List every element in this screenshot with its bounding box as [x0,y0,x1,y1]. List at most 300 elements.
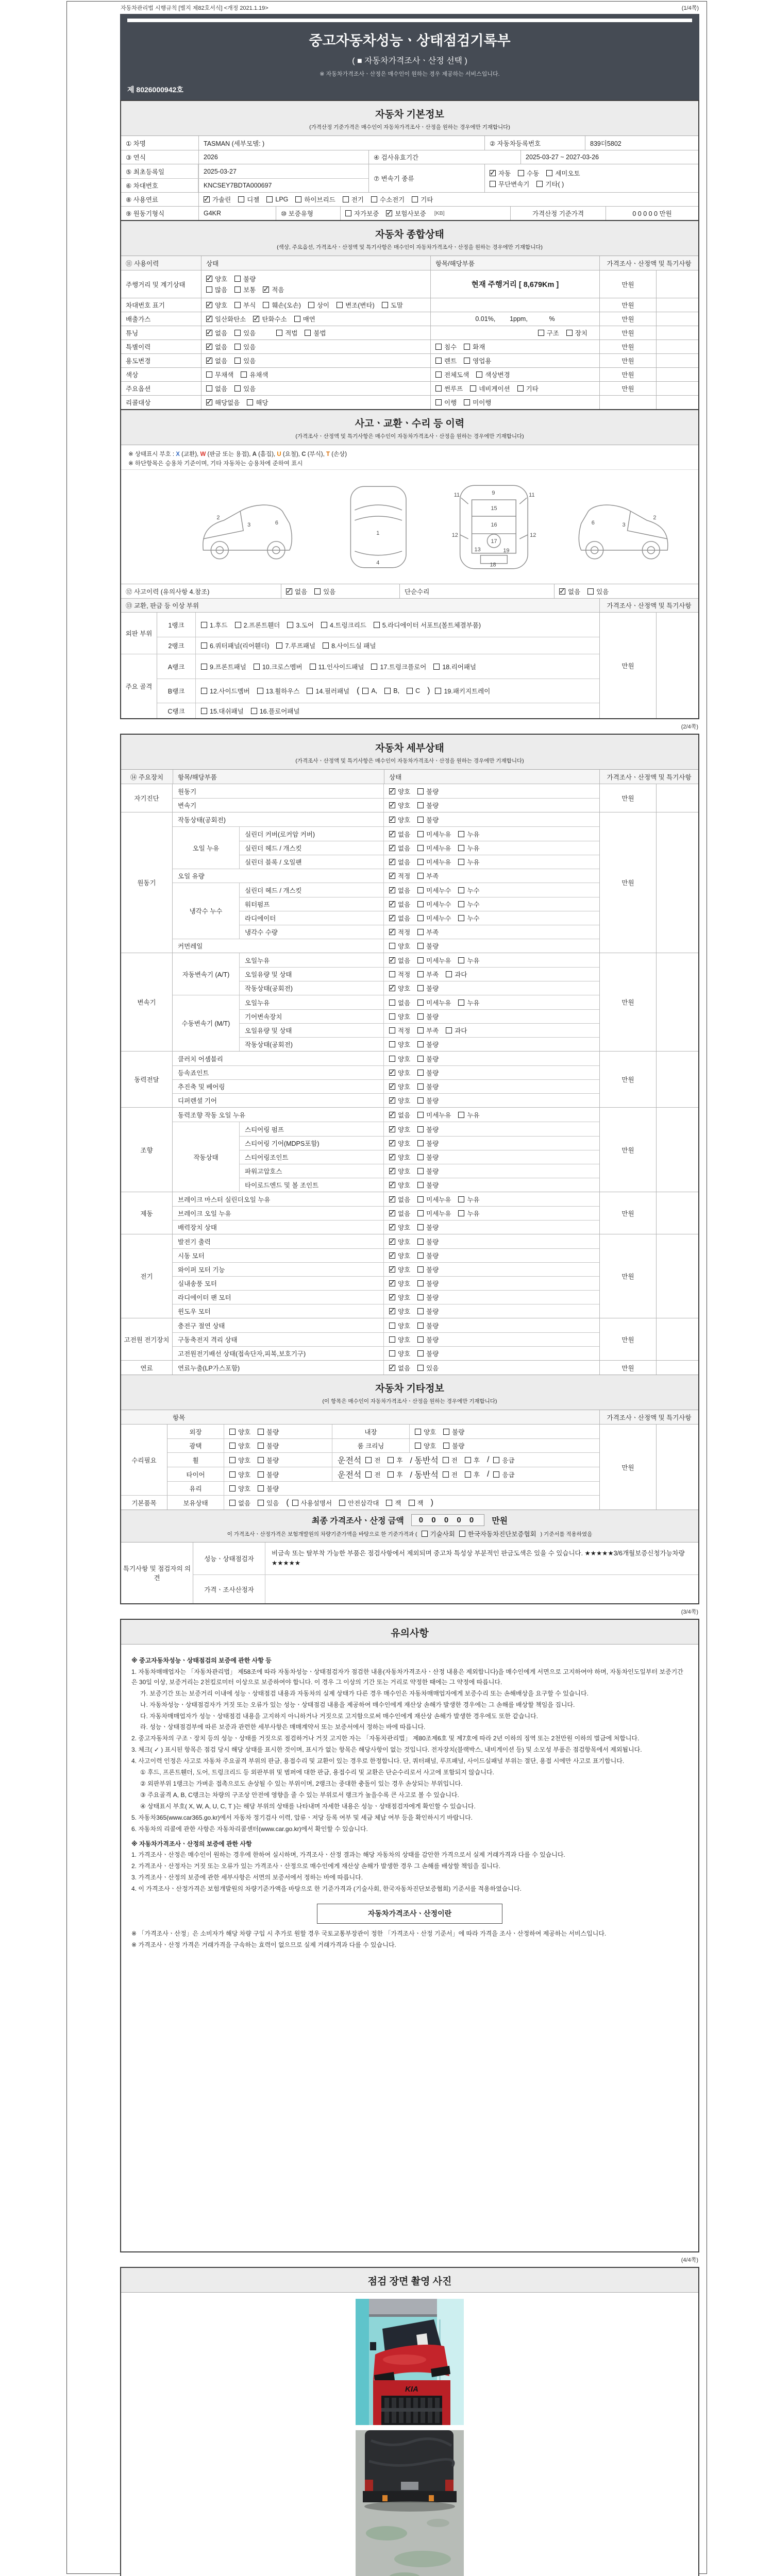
unchecked-checkbox-icon[interactable] [206,371,212,378]
unchecked-checkbox-icon[interactable] [446,1027,452,1033]
checkbox-option[interactable] [305,328,326,337]
checkbox-option[interactable] [276,328,297,337]
checkbox-option[interactable] [389,1096,410,1105]
checked-checkbox-icon[interactable] [206,399,212,405]
checkbox-option[interactable] [389,998,410,1007]
unchecked-checkbox-icon[interactable] [412,196,418,202]
checkbox-option[interactable] [458,1110,479,1120]
checkbox-option[interactable] [345,209,379,218]
unchecked-checkbox-icon[interactable] [251,708,257,714]
unchecked-checkbox-icon[interactable] [458,1112,464,1118]
unchecked-checkbox-icon[interactable] [417,845,424,851]
checkbox-option[interactable] [234,274,256,283]
checkbox-option[interactable] [234,300,256,310]
checkbox-option[interactable] [417,1251,439,1260]
unchecked-checkbox-icon[interactable] [415,1443,421,1449]
checkbox-option[interactable] [470,384,510,393]
checkbox-option[interactable] [417,1223,439,1232]
unchecked-checkbox-icon[interactable] [294,316,300,322]
checkbox-option[interactable] [443,1427,464,1436]
unchecked-checkbox-icon[interactable] [307,688,313,694]
checkbox-option[interactable] [258,1484,279,1493]
checkbox-option[interactable] [206,314,246,324]
unchecked-checkbox-icon[interactable] [417,1070,424,1076]
unchecked-checkbox-icon[interactable] [389,971,395,977]
checked-checkbox-icon[interactable] [206,316,212,322]
unchecked-checkbox-icon[interactable] [388,1457,394,1463]
checkbox-option[interactable] [476,370,510,379]
unchecked-checkbox-icon[interactable] [417,915,424,921]
checkbox-option[interactable] [458,886,479,895]
checkbox-option[interactable] [389,829,410,839]
checkbox-option[interactable] [343,195,364,204]
unchecked-checkbox-icon[interactable] [345,210,351,216]
unchecked-checkbox-icon[interactable] [417,1013,424,1020]
checkbox-option[interactable] [263,300,301,310]
checked-checkbox-icon[interactable] [263,286,269,293]
checkbox-option[interactable] [417,1209,451,1218]
checkbox-option[interactable] [229,1441,250,1450]
checked-checkbox-icon[interactable] [204,196,210,202]
unchecked-checkbox-icon[interactable] [458,915,464,921]
checkbox-option[interactable] [321,620,366,630]
unchecked-checkbox-icon[interactable] [386,1500,392,1506]
unchecked-checkbox-icon[interactable] [435,344,442,350]
unchecked-checkbox-icon[interactable] [435,358,442,364]
checkbox-option[interactable] [389,1279,410,1288]
checkbox-option[interactable] [458,913,479,923]
unchecked-checkbox-icon[interactable] [417,1027,424,1033]
unchecked-checkbox-icon[interactable] [417,1196,424,1202]
checkbox-option[interactable] [389,1195,410,1204]
checkbox-option[interactable] [417,1180,439,1190]
checkbox-option[interactable] [458,857,479,867]
checkbox-option[interactable] [201,706,244,716]
unchecked-checkbox-icon[interactable] [337,302,343,308]
checkbox-option[interactable] [517,384,539,393]
checkbox-option[interactable] [201,662,246,671]
checked-checkbox-icon[interactable] [389,1070,395,1076]
unchecked-checkbox-icon[interactable] [365,1471,372,1478]
checkbox-option[interactable] [257,686,300,696]
checkbox-option[interactable] [435,370,469,379]
checkbox-option[interactable] [435,384,463,393]
checkbox-option[interactable] [229,1455,250,1465]
checkbox-option[interactable] [417,913,451,923]
checkbox-option[interactable] [389,1153,410,1162]
checkbox-option[interactable] [389,941,410,951]
checkbox-option[interactable] [308,300,329,310]
checkbox-option[interactable] [382,300,403,310]
checkbox-option[interactable] [389,787,410,796]
checked-checkbox-icon[interactable] [389,1097,395,1104]
unchecked-checkbox-icon[interactable] [371,196,377,202]
unchecked-checkbox-icon[interactable] [235,622,241,628]
checked-checkbox-icon[interactable] [389,873,395,879]
checkbox-option[interactable] [465,1455,480,1465]
checkbox-option[interactable] [206,356,227,365]
checkbox-option[interactable] [417,1068,439,1077]
checked-checkbox-icon[interactable] [389,1182,395,1188]
checkbox-option[interactable] [389,1054,410,1063]
checkbox-option[interactable] [417,1195,451,1204]
unchecked-checkbox-icon[interactable] [417,985,424,991]
checked-checkbox-icon[interactable] [389,1308,395,1314]
checkbox-option[interactable] [417,1110,451,1120]
unchecked-checkbox-icon[interactable] [417,1140,424,1146]
checked-checkbox-icon[interactable] [389,1083,395,1090]
checkbox-option[interactable] [389,815,410,824]
unchecked-checkbox-icon[interactable] [314,588,321,595]
checkbox-option[interactable] [443,1441,464,1450]
checkbox-option[interactable] [417,1096,439,1105]
unchecked-checkbox-icon[interactable] [493,1471,499,1478]
unchecked-checkbox-icon[interactable] [417,901,424,907]
checkbox-option[interactable] [417,801,439,810]
unchecked-checkbox-icon[interactable] [238,196,244,202]
checkbox-option[interactable] [323,641,376,650]
unchecked-checkbox-icon[interactable] [443,1457,449,1463]
checkbox-option[interactable] [389,1110,410,1120]
unchecked-checkbox-icon[interactable] [206,385,212,392]
checked-checkbox-icon[interactable] [389,802,395,808]
checkbox-option[interactable] [417,1040,439,1049]
checkbox-option[interactable] [254,662,303,671]
unchecked-checkbox-icon[interactable] [388,1471,394,1478]
checkbox-option[interactable] [417,984,439,993]
checkbox-option[interactable] [365,1455,380,1465]
unchecked-checkbox-icon[interactable] [241,371,247,378]
checkbox-option[interactable] [389,1363,410,1372]
checkbox-option[interactable] [433,662,476,671]
checkbox-option[interactable] [389,1335,410,1344]
checkbox-option[interactable] [417,1363,439,1372]
unchecked-checkbox-icon[interactable] [417,831,424,837]
unchecked-checkbox-icon[interactable] [587,588,594,595]
unchecked-checkbox-icon[interactable] [417,943,424,949]
checkbox-option[interactable] [417,1321,439,1330]
unchecked-checkbox-icon[interactable] [407,688,413,694]
checkbox-option[interactable] [389,900,410,909]
checked-checkbox-icon[interactable] [389,1266,395,1273]
checkbox-option[interactable] [458,998,479,1007]
unchecked-checkbox-icon[interactable] [435,371,442,378]
checkbox-option[interactable] [417,857,451,867]
checkbox-option[interactable] [266,196,288,203]
checkbox-option[interactable] [417,843,451,853]
unchecked-checkbox-icon[interactable] [258,1471,264,1478]
checkbox-option[interactable] [417,829,451,839]
checkbox-option[interactable] [417,1307,439,1316]
checked-checkbox-icon[interactable] [389,1252,395,1259]
checked-checkbox-icon[interactable] [389,859,395,865]
unchecked-checkbox-icon[interactable] [201,622,207,628]
checked-checkbox-icon[interactable] [389,1154,395,1160]
unchecked-checkbox-icon[interactable] [458,859,464,865]
unchecked-checkbox-icon[interactable] [229,1485,236,1492]
checked-checkbox-icon[interactable] [389,915,395,921]
checked-checkbox-icon[interactable] [389,985,395,991]
checked-checkbox-icon[interactable] [389,1365,395,1371]
unchecked-checkbox-icon[interactable] [417,929,424,935]
unchecked-checkbox-icon[interactable] [458,1210,464,1216]
checkbox-option[interactable] [201,686,250,696]
checkbox-option[interactable] [417,1054,439,1063]
checked-checkbox-icon[interactable] [389,1280,395,1286]
checkbox-option[interactable] [490,179,529,189]
unchecked-checkbox-icon[interactable] [417,788,424,794]
unchecked-checkbox-icon[interactable] [371,664,377,670]
unchecked-checkbox-icon[interactable] [417,1350,424,1357]
checkbox-option[interactable] [443,1455,458,1465]
unchecked-checkbox-icon[interactable] [490,181,496,187]
unchecked-checkbox-icon[interactable] [254,664,260,670]
unchecked-checkbox-icon[interactable] [464,358,470,364]
checkbox-option[interactable] [292,1498,332,1507]
checkbox-option[interactable] [201,620,228,630]
checkbox-option[interactable] [389,1082,410,1091]
checkbox-option[interactable] [314,587,335,596]
checkbox-option[interactable] [389,843,410,853]
checkbox-option[interactable] [417,1293,439,1302]
unchecked-checkbox-icon[interactable] [339,1500,345,1506]
unchecked-checkbox-icon[interactable] [234,385,241,392]
checkbox-option[interactable] [234,384,256,393]
unchecked-checkbox-icon[interactable] [229,1471,236,1478]
unchecked-checkbox-icon[interactable] [234,286,241,293]
unchecked-checkbox-icon[interactable] [258,1485,264,1492]
checkbox-option[interactable] [417,1349,439,1358]
unchecked-checkbox-icon[interactable] [417,1126,424,1132]
unchecked-checkbox-icon[interactable] [417,1308,424,1314]
unchecked-checkbox-icon[interactable] [389,1041,395,1047]
checkbox-option[interactable] [389,1321,410,1330]
checkbox-option[interactable] [417,1125,439,1134]
checked-checkbox-icon[interactable] [389,1294,395,1300]
checkbox-option[interactable] [389,970,410,979]
checkbox-option[interactable] [295,195,335,204]
unchecked-checkbox-icon[interactable] [546,170,552,176]
checkbox-option[interactable] [417,1335,439,1344]
unchecked-checkbox-icon[interactable] [206,286,212,293]
unchecked-checkbox-icon[interactable] [417,1154,424,1160]
checkbox-option[interactable] [417,1139,439,1148]
checkbox-option[interactable] [389,1125,410,1134]
checkbox-option[interactable] [389,1307,410,1316]
unchecked-checkbox-icon[interactable] [305,330,311,336]
checkbox-option[interactable] [389,1180,410,1190]
checkbox-option[interactable] [389,1012,410,1021]
checkbox-option[interactable] [412,195,433,204]
unchecked-checkbox-icon[interactable] [229,1457,236,1463]
checkbox-option[interactable] [417,941,439,951]
checkbox-option[interactable] [458,1209,479,1218]
checked-checkbox-icon[interactable] [389,817,395,823]
checkbox-option[interactable] [417,787,439,796]
checked-checkbox-icon[interactable] [286,588,292,595]
checkbox-option[interactable] [384,687,399,694]
checkbox-option[interactable] [389,1139,410,1148]
unchecked-checkbox-icon[interactable] [443,1429,449,1435]
checkbox-option[interactable] [417,1237,439,1246]
unchecked-checkbox-icon[interactable] [389,999,395,1006]
checked-checkbox-icon[interactable] [389,788,395,794]
unchecked-checkbox-icon[interactable] [234,302,241,308]
unchecked-checkbox-icon[interactable] [229,1500,236,1506]
checkbox-option[interactable] [559,587,580,596]
checked-checkbox-icon[interactable] [559,588,565,595]
checkbox-option[interactable] [362,687,377,694]
checkbox-option[interactable] [459,1529,536,1538]
unchecked-checkbox-icon[interactable] [446,971,452,977]
checkbox-option[interactable] [234,356,256,365]
unchecked-checkbox-icon[interactable] [247,399,253,405]
checkbox-option[interactable] [276,641,315,650]
unchecked-checkbox-icon[interactable] [229,1429,236,1435]
checkbox-option[interactable] [339,1498,379,1507]
checkbox-option[interactable] [371,662,426,671]
checkbox-option[interactable] [422,1529,455,1538]
unchecked-checkbox-icon[interactable] [257,688,263,694]
checkbox-option[interactable] [206,398,240,407]
unchecked-checkbox-icon[interactable] [417,1224,424,1230]
unchecked-checkbox-icon[interactable] [287,622,293,628]
checkbox-option[interactable] [417,956,451,965]
checkbox-option[interactable] [389,871,410,880]
checkbox-option[interactable] [389,1223,410,1232]
checkbox-option[interactable] [253,314,287,324]
checkbox-option[interactable] [417,1026,439,1035]
unchecked-checkbox-icon[interactable] [292,1500,298,1506]
unchecked-checkbox-icon[interactable] [417,1182,424,1188]
checkbox-option[interactable] [389,1237,410,1246]
unchecked-checkbox-icon[interactable] [435,688,441,694]
checkbox-option[interactable] [458,843,479,853]
checkbox-option[interactable] [389,1251,410,1260]
checkbox-option[interactable] [286,587,307,596]
checkbox-option[interactable] [409,1498,424,1507]
unchecked-checkbox-icon[interactable] [417,1056,424,1062]
checkbox-option[interactable] [235,620,280,630]
checked-checkbox-icon[interactable] [389,845,395,851]
checkbox-option[interactable] [337,300,375,310]
checkbox-option[interactable] [386,209,426,218]
checkbox-option[interactable] [446,1026,467,1035]
unchecked-checkbox-icon[interactable] [362,688,368,694]
unchecked-checkbox-icon[interactable] [417,1168,424,1174]
unchecked-checkbox-icon[interactable] [417,1041,424,1047]
checkbox-option[interactable] [415,1441,436,1450]
unchecked-checkbox-icon[interactable] [417,957,424,963]
checkbox-option[interactable] [204,195,231,204]
checkbox-option[interactable] [417,998,451,1007]
unchecked-checkbox-icon[interactable] [459,1531,465,1537]
checkbox-option[interactable] [206,285,227,294]
checkbox-option[interactable] [388,1470,402,1479]
unchecked-checkbox-icon[interactable] [458,887,464,893]
unchecked-checkbox-icon[interactable] [409,1500,415,1506]
unchecked-checkbox-icon[interactable] [476,371,482,378]
checkbox-option[interactable] [238,195,259,204]
checkbox-option[interactable] [389,857,410,867]
unchecked-checkbox-icon[interactable] [266,196,273,202]
unchecked-checkbox-icon[interactable] [417,1097,424,1104]
checkbox-option[interactable] [417,970,439,979]
checkbox-option[interactable] [389,913,410,923]
checkbox-option[interactable] [258,1441,279,1450]
checkbox-option[interactable] [389,1068,410,1077]
unchecked-checkbox-icon[interactable] [417,1239,424,1245]
checked-checkbox-icon[interactable] [389,957,395,963]
checked-checkbox-icon[interactable] [206,330,212,336]
unchecked-checkbox-icon[interactable] [417,1210,424,1216]
unchecked-checkbox-icon[interactable] [258,1429,264,1435]
checked-checkbox-icon[interactable] [386,210,392,216]
unchecked-checkbox-icon[interactable] [422,1531,428,1537]
checked-checkbox-icon[interactable] [490,170,496,176]
checkbox-option[interactable] [234,328,256,337]
checkbox-option[interactable] [458,900,479,909]
checkbox-option[interactable] [464,398,491,407]
unchecked-checkbox-icon[interactable] [258,1457,264,1463]
checkbox-option[interactable] [371,195,405,204]
checkbox-option[interactable] [389,1349,410,1358]
unchecked-checkbox-icon[interactable] [458,831,464,837]
unchecked-checkbox-icon[interactable] [443,1443,449,1449]
checkbox-option[interactable] [287,620,314,630]
unchecked-checkbox-icon[interactable] [417,887,424,893]
checkbox-option[interactable] [365,1470,380,1479]
checkbox-option[interactable] [229,1427,250,1436]
unchecked-checkbox-icon[interactable] [458,999,464,1006]
unchecked-checkbox-icon[interactable] [389,1323,395,1329]
checkbox-option[interactable] [206,370,233,379]
checkbox-option[interactable] [464,342,485,351]
checkbox-option[interactable] [435,398,457,407]
checkbox-option[interactable] [493,1455,514,1465]
checkbox-option[interactable] [206,300,227,310]
unchecked-checkbox-icon[interactable] [389,1056,395,1062]
checkbox-option[interactable] [458,829,479,839]
checkbox-option[interactable] [587,587,609,596]
unchecked-checkbox-icon[interactable] [417,1323,424,1329]
checkbox-option[interactable] [536,179,564,189]
checked-checkbox-icon[interactable] [389,1239,395,1245]
checkbox-option[interactable] [417,1082,439,1091]
checkbox-option[interactable] [417,1012,439,1021]
unchecked-checkbox-icon[interactable] [365,1457,372,1463]
checked-checkbox-icon[interactable] [389,929,395,935]
unchecked-checkbox-icon[interactable] [308,302,314,308]
checked-checkbox-icon[interactable] [389,901,395,907]
checkbox-option[interactable] [458,956,479,965]
checkbox-option[interactable] [389,1265,410,1274]
checkbox-option[interactable] [206,384,227,393]
unchecked-checkbox-icon[interactable] [201,708,207,714]
checkbox-option[interactable] [389,1166,410,1176]
checked-checkbox-icon[interactable] [206,302,212,308]
checkbox-option[interactable] [229,1498,250,1507]
checkbox-option[interactable] [389,927,410,937]
checkbox-option[interactable] [229,1470,250,1479]
checkbox-option[interactable] [417,1279,439,1288]
checkbox-option[interactable] [251,706,300,716]
unchecked-checkbox-icon[interactable] [258,1500,264,1506]
unchecked-checkbox-icon[interactable] [234,276,241,282]
unchecked-checkbox-icon[interactable] [276,330,282,336]
unchecked-checkbox-icon[interactable] [276,642,282,649]
unchecked-checkbox-icon[interactable] [417,1266,424,1273]
